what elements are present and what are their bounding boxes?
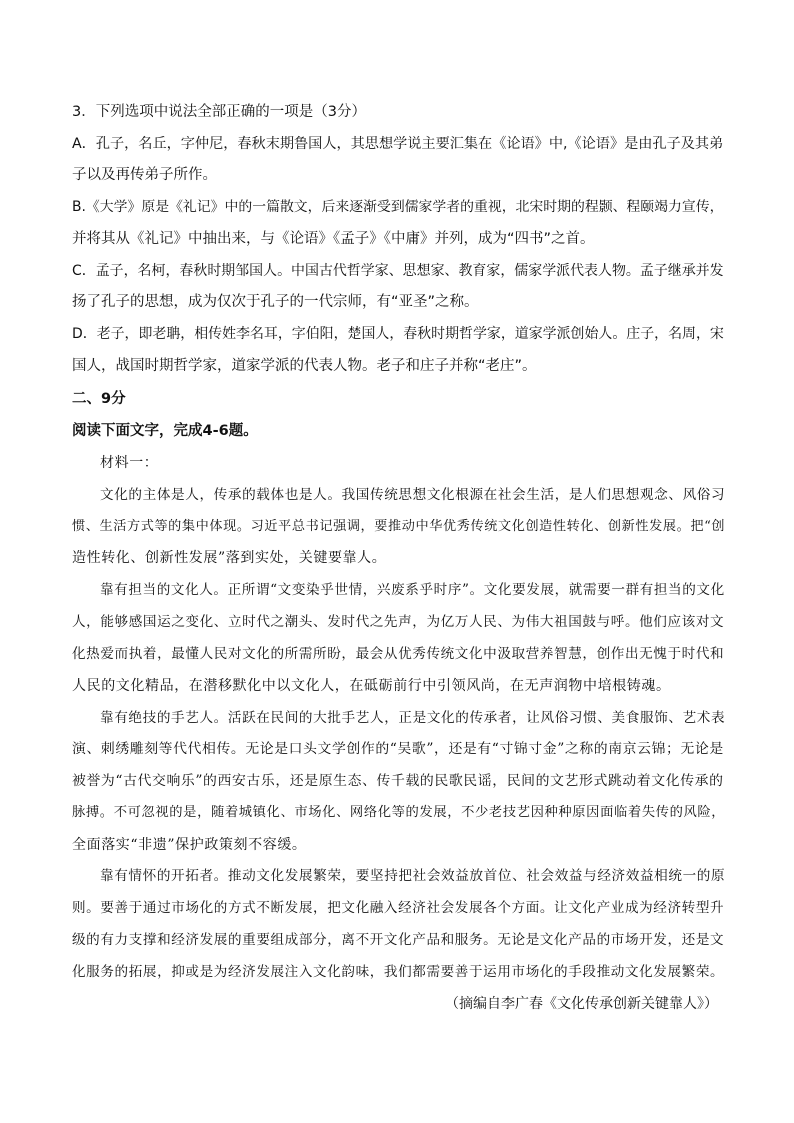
section-heading: 二、9分 [72, 391, 126, 407]
passage-line: 造性转化、创新性发展”落到实处，关键要靠人。 [72, 550, 387, 566]
option-b-line-2: 并将其从《礼记》中抽出来，与《论语》《孟子》《中庸》并列，成为“四书”之首。 [72, 231, 595, 247]
passage-line: 则。要善于通过市场化的方式不断发展，把文化融入经济社会发展各个方面。让文化产业成为经济转型升 [72, 900, 725, 916]
reading-instruction: 阅读下面文字，完成4-6题。 [72, 423, 258, 439]
passage-line: 被誉为“古代交响乐”的西安古乐，还是原生态、传千载的民歌民谣，民间的文艺形式跳动着文化传承的 [72, 773, 724, 789]
option-c-line-2: 扬了孔子的思想，成为仅次于孔子的一代宗师，有“亚圣”之称。 [72, 294, 479, 310]
option-d-line-1: D．老子，即老聃，相传姓李名耳，字伯阳，楚国人，春秋时期哲学家，道家学派创始人。庄子，名周，宋 [72, 326, 724, 342]
option-d-line-2: 国人，战国时期哲学家，道家学派的代表人物。老子和庄子并称“老庄”。 [72, 358, 537, 374]
passage-line: 靠有绝技的手艺人。活跃在民间的大批手艺人，正是文化的传承者，让风俗习惯、美食服饰、艺术表 [100, 710, 726, 726]
option-b-line-1: B.《大学》原是《礼记》中的一篇散文，后来逐渐受到儒家学者的重视，北宋时期的程颢、程颐竭力宣传， [72, 199, 724, 215]
passage-line: 演、刺绣雕刻等代代相传。无论是口头文学创作的“吴歌”，还是有“寸锦寸金”之称的南京云锦；无论是 [72, 741, 724, 757]
passage-line: 级的有力支撑和经济发展的重要组成部分，离不开文化产品和服务。无论是文化产品的市场开发，还是文 [72, 932, 725, 948]
passage-line: 化服务的拓展，抑或是为经济发展注入文化韵味，我们都需要善于运用市场化的手段推动文化发展繁荣。 [72, 964, 725, 980]
passage-line: 靠有情怀的开拓者。推动文化发展繁荣，要坚持把社会效益放首位、社会效益与经济效益相统一的原 [100, 868, 726, 884]
passage-line: 人，能够感国运之变化、立时代之潮头、发时代之先声，为亿万人民、为伟大祖国鼓与呼。他们应该对文 [72, 614, 725, 630]
passage-line: 惯、生活方式等的集中体现。习近平总书记强调，要推动中华优秀传统文化创造性转化、创新性发展。把“创 [72, 519, 726, 534]
option-a-line-1: A．孔子，名丘，字仲尼，春秋末期鲁国人，其思想学说主要汇集在《论语》中,《论语》是由孔子及其弟 [72, 136, 724, 152]
passage-line: 靠有担当的文化人。正所谓“文变染乎世情，兴废系乎时序”。文化要发展，就需要一群有担当的文化 [100, 582, 725, 598]
question-3-stem: 3．下列选项中说法全部正确的一项是（3分） [72, 104, 366, 120]
option-c-line-1: C．孟子，名柯，春秋时期邹国人。中国古代哲学家、思想家、教育家，儒家学派代表人物。孟子继承并发 [72, 263, 724, 279]
passage-line: 文化的主体是人，传承的载体也是人。我国传统思想文化根源在社会生活，是人们思想观念、风俗习 [100, 487, 726, 503]
passage-line: 人民的文化精品，在潜移默化中以文化人，在砥砺前行中引领风尚，在无声润物中培根铸魂。 [72, 678, 671, 694]
passage-line: 化热爱而执着，最懂人民对文化的所需所盼，最会从优秀传统文化中汲取营养智慧，创作出无愧于时代和 [72, 646, 725, 662]
source-citation: （摘编自李广春《文化传承创新关键靠人》） [445, 996, 718, 1012]
passage-line: 全面落实“非遗”保护政策刻不容缓。 [72, 837, 307, 853]
material-label: 材料一： [100, 455, 159, 471]
option-a-line-2: 子以及再传弟子所作。 [72, 167, 217, 183]
passage-line: 脉搏。不可忽视的是，随着城镇化、市场化、网络化等的发展，不少老技艺因种种原因面临着失传的风险， [72, 805, 726, 820]
